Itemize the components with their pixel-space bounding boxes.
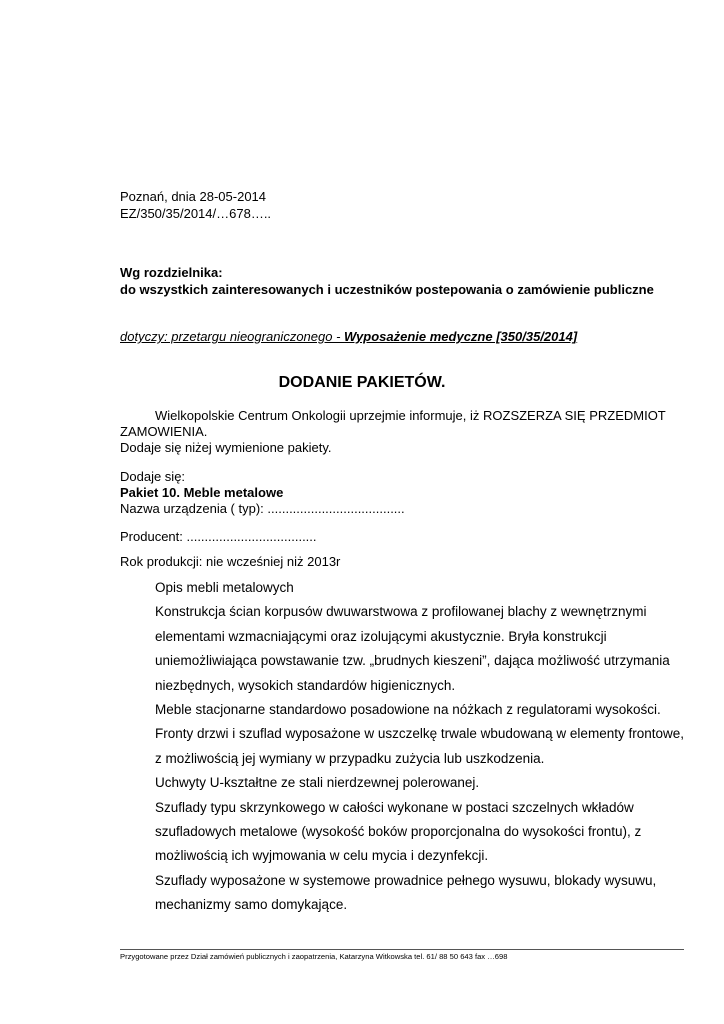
added-label: Dodaje się: xyxy=(120,469,186,484)
page-title: DODANIE PAKIETÓW. xyxy=(278,374,446,391)
subject-prefix: dotyczy: przetargu nieograniczonego - xyxy=(120,329,345,344)
description-line: Opis mebli metalowych xyxy=(155,580,294,595)
package-name: Pakiet 10. Meble metalowe xyxy=(120,485,284,500)
production-year-line: Rok produkcji: nie wcześniej niż 2013r xyxy=(120,554,341,569)
description-block xyxy=(155,576,684,918)
footer-divider xyxy=(120,949,684,950)
intro-line-1: Wielkopolskie Centrum Onkologii uprzejmie informuje, iż ROZSZERZA SIĘ PRZEDMIOT xyxy=(155,408,666,423)
intro-line-2: ZAMOWIENIA. xyxy=(120,424,208,439)
reference-number: EZ/350/35/2014/…678….. xyxy=(120,206,272,221)
date-line: Poznań, dnia 28-05-2014 xyxy=(120,189,267,204)
producer-line: Producent: .................................... xyxy=(120,529,317,544)
recipient-line: do wszystkich zainteresowanych i uczestników postepowania o zamówienie publiczne xyxy=(120,282,654,297)
description-line: Uchwyty U-kształtne ze stali nierdzewnej polerowanej. xyxy=(155,775,480,791)
description-line: uniemożliwiająca powstawanie tzw. „brudnych kieszeni”, dająca możliwość utrzymania xyxy=(155,653,670,669)
description-line: Fronty drzwi i szuflad wyposażone w uszczelkę trwale wbudowaną w elementy frontowe, xyxy=(155,726,684,742)
description-line: z możliwością jej wymiany w przypadku zużycia lub uszkodzenia. xyxy=(155,750,545,766)
description-line: niezbędnych, wysokich standardów higienicznych. xyxy=(155,677,456,693)
description-line: Meble stacjonarne standardowo posadowione na nóżkach z regulatorami wysokości. xyxy=(155,702,661,718)
description-line: możliwością ich wyjmowania w celu mycia i dezynfekcji. xyxy=(155,848,489,864)
description-line: Konstrukcja ścian korpusów dwuwarstwowa z profilowanej blachy z wewnętrznymi xyxy=(155,604,647,620)
description-line: elementami wzmacniającymi oraz izolującymi akustycznie. Bryła konstrukcji xyxy=(155,628,607,644)
description-line: szufladowych metalowe (wysokość boków proporcjonalna do wysokości frontu), z xyxy=(155,824,642,840)
device-name-line: Nazwa urządzenia ( typ): ...................................... xyxy=(120,501,405,516)
subject-line xyxy=(120,329,577,345)
description-line: Szuflady typu skrzynkowego w całości wykonane w postaci szczelnych wkładów xyxy=(155,799,634,815)
intro-line-3: Dodaje się niżej wymienione pakiety. xyxy=(120,440,332,455)
subject-title: Wyposażenie medyczne [350/35/2014] xyxy=(344,329,578,344)
description-line: mechanizmy samo domykające. xyxy=(155,897,348,913)
footer-text: Przygotowane przez Dział zamówień publicznych i zaopatrzenia, Katarzyna Witkowska tel. 61/ 88 50 643 fax …698 xyxy=(120,952,508,961)
recipient-heading: Wg rozdzielnika: xyxy=(120,265,223,280)
description-line: Szuflady wyposażone w systemowe prowadnice pełnego wysuwu, blokady wysuwu, xyxy=(155,872,657,888)
